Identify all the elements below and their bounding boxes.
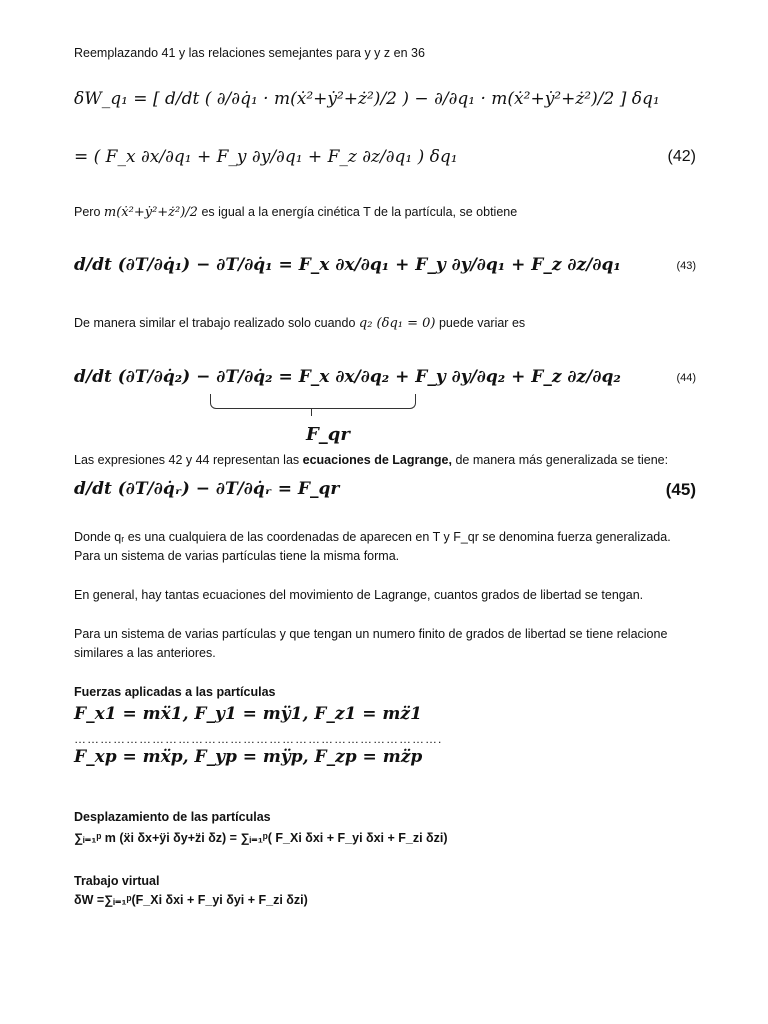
lagrange-line [74, 451, 728, 470]
equation-45: d/dt (∂T/∂q̇ᵣ) − ∂T/∂q̇ᵣ = F_qr [74, 479, 340, 499]
equation-delta-w: δW_q₁ = [ d/dt ( ∂/∂q̇₁ · m(ẋ²+ẏ²+ż²)/2 ) − ∂/∂q₁ · m(ẋ²+ẏ²+ż²)/2 ] δq₁ [74, 89, 660, 109]
equation-43-number: (43) [676, 260, 696, 272]
underbrace-label: F_qr [306, 424, 350, 445]
donde-line-1: Donde qᵣ es una cualquiera de las coordenadas de aparecen en T y F_qr se denomina fuerza generalizada. [74, 530, 671, 544]
fuerzas-equation-p: F_xp = mẍp, F_yp = mÿp, F_zp = mz̈p [74, 747, 423, 767]
trabajo-equation: δW =∑ᵢ₌₁ᵖ(F_Xi δxi + F_yi δyi + F_zi δzi) [74, 893, 308, 907]
equation-43: d/dt (∂T/∂q̇₁) − ∂T/∂q̇₁ = F_x ∂x/∂q₁ + F_y ∂y/∂q₁ + F_z ∂z/∂q₁ [74, 255, 621, 275]
similar-line [74, 313, 728, 335]
similar-suffix: puede variar es [438, 316, 526, 330]
fuerzas-heading: Fuerzas aplicadas a las partículas [74, 685, 276, 699]
equation-45-number: (45) [665, 480, 696, 499]
underbrace-tip [311, 408, 312, 416]
similar-prefix: De manera similar el trabajo realizado solo cuando [74, 316, 356, 330]
pero-prefix: Pero [74, 205, 101, 219]
desplazamiento-heading: Desplazamiento de las partículas [74, 810, 271, 824]
lagrange-suffix: de manera más generalizada se tiene: [455, 453, 669, 467]
similar-math: q₂ (δq₁ = 0) [358, 316, 436, 331]
equation-42 [74, 146, 728, 168]
sistema-line-2: similares a las anteriores. [74, 646, 216, 660]
intro-text: Reemplazando 41 y las relaciones semejantes para y y z en 36 [74, 46, 425, 60]
fuerzas-dots: …………………………………………………………………………. [74, 732, 443, 746]
general-line: En general, hay tantas ecuaciones del movimiento de Lagrange, cuantos grados de libertad se tengan. [74, 588, 644, 602]
donde-line-2: Para un sistema de varias partículas tiene la misma forma. [74, 549, 400, 563]
sistema-line-1: Para un sistema de varias partículas y que tengan un numero finito de grados de libertad se tiene relacione [74, 627, 668, 641]
equation-44-number: (44) [676, 372, 696, 384]
trabajo-heading: Trabajo virtual [74, 874, 160, 888]
lagrange-prefix: Las expresiones 42 y 44 representan las [74, 453, 300, 467]
lagrange-bold: ecuaciones de Lagrange, [302, 453, 452, 467]
equation-44: d/dt (∂T/∂q̇₂) − ∂T/∂q̇₂ = F_x ∂x/∂q₂ + F_y ∂y/∂q₂ + F_z ∂z/∂q₂ [74, 367, 621, 387]
underbrace [210, 394, 416, 409]
pero-suffix: es igual a la energía cinética T de la partícula, se obtiene [201, 205, 518, 219]
fuerzas-equation-1: F_x1 = mẍ1, F_y1 = mÿ1, F_z1 = mz̈1 [74, 704, 422, 724]
pero-fraction: m(ẋ²+ẏ²+ż²)/2 [103, 205, 198, 220]
desplazamiento-equation: ∑ᵢ₌₁ᵖ m (ẍi δx+ÿi δy+z̈i δz) = ∑ᵢ₌₁ᵖ( F_Xi δxi + F_yi δxi + F_zi δzi) [74, 831, 448, 845]
equation-42-number: (42) [667, 148, 696, 165]
pero-line [74, 202, 728, 224]
equation-42-body: = ( F_x ∂x/∂q₁ + F_y ∂y/∂q₁ + F_z ∂z/∂q₁ ) δq₁ [74, 147, 458, 167]
